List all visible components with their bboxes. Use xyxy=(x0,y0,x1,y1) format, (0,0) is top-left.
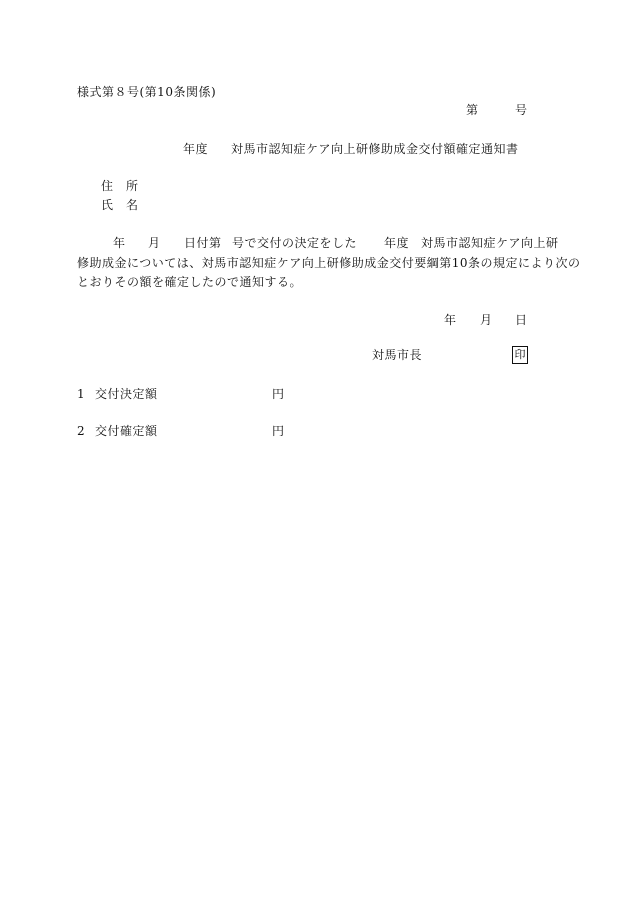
body-year2: 年度 xyxy=(384,236,410,250)
body-day-no: 日付第 xyxy=(184,236,222,250)
body-month: 月 xyxy=(148,236,161,250)
body-line3: とおりその額を確定したので通知する。 xyxy=(77,275,303,289)
doc-number-suffix: 号 xyxy=(515,103,528,117)
item-1-number: 1 xyxy=(77,387,86,401)
item-1-unit: 円 xyxy=(272,387,285,401)
item-1-label: 交付決定額 xyxy=(95,387,158,401)
date-year: 年 xyxy=(444,313,457,327)
item-2-unit: 円 xyxy=(272,424,285,438)
body-line2: 修助成金については、対馬市認知症ケア向上研修助成金交付要綱第10条の規定により次の xyxy=(77,256,581,270)
name-label: 氏 名 xyxy=(101,198,139,212)
item-2-label: 交付確定額 xyxy=(95,424,158,438)
item-2-number: 2 xyxy=(77,424,86,438)
seal-box: 印 xyxy=(512,346,528,364)
body-decision-phrase: 号で交付の決定をした xyxy=(232,236,358,250)
issuer-title: 対馬市長 xyxy=(372,348,423,362)
form-number: 様式第８号(第10条関係) xyxy=(77,85,217,99)
title-year-label: 年度 xyxy=(183,142,209,156)
body-year: 年 xyxy=(113,236,126,250)
document-title: 対馬市認知症ケア向上研修助成金交付額確定通知書 xyxy=(231,142,519,156)
doc-number-prefix: 第 xyxy=(466,103,479,117)
address-label: 住 所 xyxy=(101,179,139,193)
date-month: 月 xyxy=(480,313,493,327)
body-line1-end: 対馬市認知症ケア向上研 xyxy=(421,236,559,250)
date-day: 日 xyxy=(515,313,528,327)
